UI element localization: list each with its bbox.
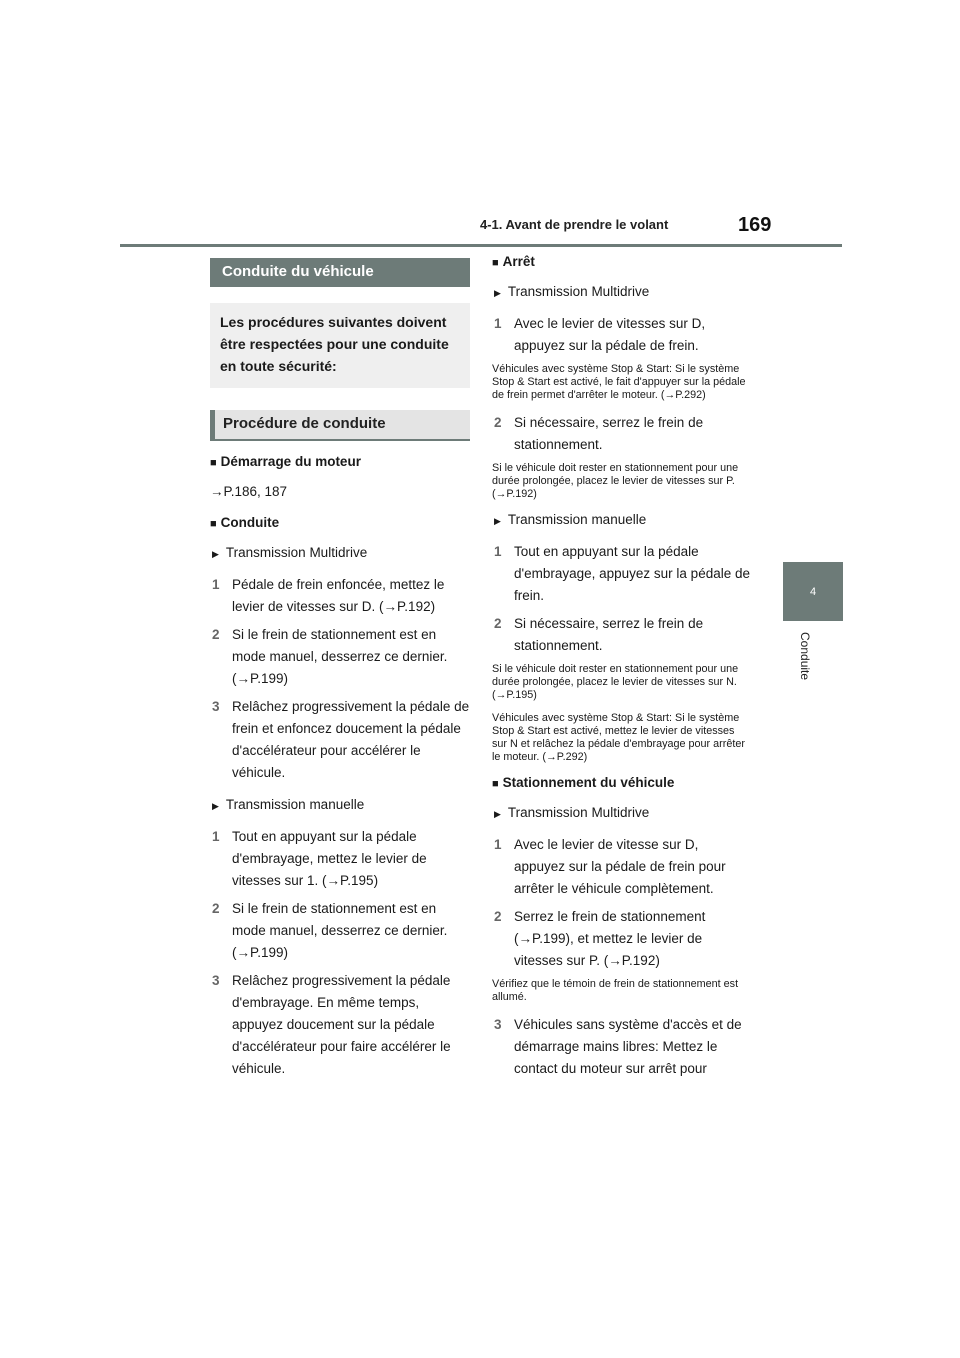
chapter-tab-label: Conduite xyxy=(798,632,812,681)
section-banner: Conduite du véhicule xyxy=(210,258,470,287)
step-item: 3 Relâchez progressivement la pédale d'embrayage. En même temps, appuyez doucement sur la pédale d'accélérateur pour faire accélérer le véhicule. xyxy=(212,973,451,1076)
note-text: Si le véhicule doit rester en stationnement pour une durée prolongée, placez le levier de vitesses sur P. (→P.192) xyxy=(492,462,739,500)
triangle-bullet-icon: ▶ xyxy=(212,801,219,811)
label-multidrive: ▶ Transmission Multidrive xyxy=(494,805,650,820)
header-section-title: 4-1. Avant de prendre le volant xyxy=(480,217,669,232)
square-bullet-icon: ■ xyxy=(492,778,499,790)
note-text: Vérifiez que le témoin de frein de stationnement est allumé. xyxy=(492,978,739,1003)
step-item: 2 Si nécessaire, serrez le frein de stationnement. xyxy=(494,415,704,452)
heading-conduite: ■ Conduite xyxy=(210,515,280,530)
step-item: 3 Véhicules sans système d'accès et de démarrage mains libres: Mettez le contact du moteur sur arrêt pour xyxy=(494,1017,742,1076)
note-text: Véhicules avec système Stop & Start: Si le système Stop & Start est activé, le fait d'appuyer sur la pédale de frein permet d'arrêter le moteur. (→P.292) xyxy=(492,363,746,401)
heading-stationnement: ■ Stationnement du véhicule xyxy=(492,775,675,790)
square-bullet-icon: ■ xyxy=(492,257,499,269)
note-text: Véhicules avec système Stop & Start: Si le système Stop & Start est activé, mettez le levier de vitesses sur N et relâchez la pédale d'embrayage pour arrêter le moteur. (→P.292) xyxy=(492,712,745,763)
step-item: 2 Si le frein de stationnement est en mode manuel, desserrez ce dernier. (→P.199) xyxy=(212,627,448,686)
heading-demarrage: ■ Démarrage du moteur xyxy=(210,454,361,469)
label-multidrive: ▶ Transmission Multidrive xyxy=(212,545,368,560)
chapter-tab xyxy=(783,562,843,621)
page-number: 169 xyxy=(738,214,772,236)
heading-arret: ■ Arrêt xyxy=(492,254,535,269)
right-column xyxy=(492,253,750,1086)
triangle-bullet-icon: ▶ xyxy=(494,288,501,298)
note-text: Si le véhicule doit rester en stationnement pour une durée prolongée, placez le levier de vitesses sur N. (→P.195) xyxy=(492,663,739,701)
chapter-tab-number: 4 xyxy=(809,586,817,598)
step-item: 2 Serrez le frein de stationnement (→P.199), et mettez le levier de vitesses sur P. (→P.192) xyxy=(494,909,706,968)
step-item: 2 Si nécessaire, serrez le frein de stationnement. xyxy=(494,616,704,653)
step-item: 1 Avec le levier de vitesses sur D, appuyez sur la pédale de frein. xyxy=(494,316,706,353)
triangle-bullet-icon: ▶ xyxy=(494,516,501,526)
step-item: 2 Si le frein de stationnement est en mode manuel, desserrez ce dernier. (→P.199) xyxy=(212,901,448,960)
triangle-bullet-icon: ▶ xyxy=(494,809,501,819)
intro-box: Les procédures suivantes doivent être respectées pour une conduite en toute sécurité: xyxy=(210,303,470,388)
square-bullet-icon: ■ xyxy=(210,457,217,469)
square-bullet-icon: ■ xyxy=(210,518,217,530)
step-item: 1 Pédale de frein enfoncée, mettez le levier de vitesses sur D. (→P.192) xyxy=(212,577,445,614)
step-item: 3 Relâchez progressivement la pédale de frein et enfoncez doucement la pédale d'accélérateur pour accélérer le véhicule. xyxy=(212,699,470,780)
left-column xyxy=(210,258,470,1086)
label-manuelle: ▶ Transmission manuelle xyxy=(212,797,365,812)
label-multidrive: ▶ Transmission Multidrive xyxy=(494,284,650,299)
label-manuelle: ▶ Transmission manuelle xyxy=(494,512,647,527)
triangle-bullet-icon: ▶ xyxy=(212,549,219,559)
header-rule xyxy=(120,244,842,247)
step-item: 1 Tout en appuyant sur la pédale d'embrayage, appuyez sur la pédale de frein. xyxy=(494,544,750,603)
step-item: 1 Avec le levier de vitesse sur D, appuyez sur la pédale de frein pour arrêter le véhicule complètement. xyxy=(494,837,726,896)
procedure-banner: Procédure de conduite xyxy=(210,410,470,441)
demarrage-ref: →P.186, 187 xyxy=(210,484,288,499)
step-item: 1 Tout en appuyant sur la pédale d'embrayage, mettez le levier de vitesses sur 1. (→P.195) xyxy=(212,829,427,888)
